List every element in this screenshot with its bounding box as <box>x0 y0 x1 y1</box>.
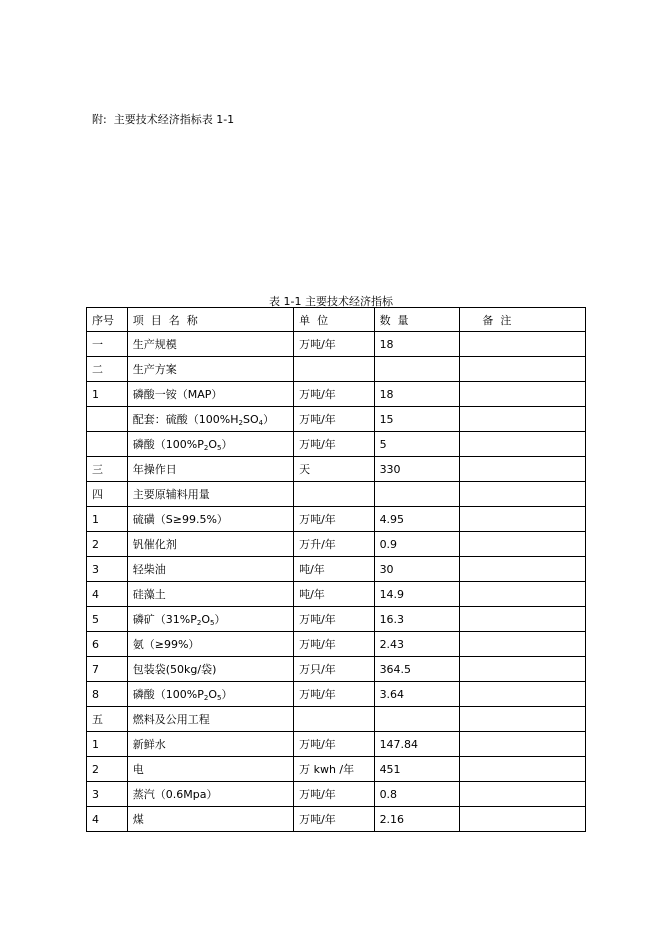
cell-quantity: 3.64 <box>374 682 460 707</box>
subscript: 4 <box>258 419 264 427</box>
cell-unit: 万升/年 <box>294 532 374 557</box>
column-header-no: 序号 <box>87 308 128 332</box>
cell-note <box>460 532 586 557</box>
cell-quantity: 0.8 <box>374 782 460 807</box>
table-row <box>87 582 586 607</box>
cell-name <box>127 407 293 432</box>
cell-name: 包装袋(50kg/袋) <box>127 657 293 682</box>
table-row <box>87 557 586 582</box>
cell-unit <box>294 482 374 507</box>
name-text: ） <box>263 413 275 426</box>
cell-quantity: 451 <box>374 757 460 782</box>
table-body <box>87 332 586 832</box>
name-text: O <box>208 688 217 701</box>
subscript: 5 <box>210 619 215 627</box>
cell-note <box>460 607 586 632</box>
name-text: O <box>201 613 210 626</box>
cell-name: 硫磺（S≥99.5%） <box>127 507 293 532</box>
cell-no: 1 <box>87 507 128 532</box>
cell-unit: 万吨/年 <box>294 382 374 407</box>
cell-no: 五 <box>87 707 128 732</box>
cell-name: 轻柴油 <box>127 557 293 582</box>
cell-unit: 万吨/年 <box>294 332 374 357</box>
cell-no: 四 <box>87 482 128 507</box>
table-row <box>87 757 586 782</box>
cell-no: 三 <box>87 457 128 482</box>
cell-note <box>460 432 586 457</box>
subscript: 2 <box>238 419 243 427</box>
cell-note <box>460 582 586 607</box>
cell-no: 4 <box>87 582 128 607</box>
cell-unit: 万吨/年 <box>294 607 374 632</box>
table-caption: 表 1-1 主要技术经济指标 <box>269 295 393 308</box>
cell-quantity: 2.43 <box>374 632 460 657</box>
table-row <box>87 682 586 707</box>
cell-note <box>460 682 586 707</box>
table-row <box>87 732 586 757</box>
subscript: 2 <box>203 444 209 452</box>
cell-no: 3 <box>87 557 128 582</box>
table-header-row <box>87 308 586 332</box>
cell-no: 一 <box>87 332 128 357</box>
name-text: ） <box>221 438 233 451</box>
table-row <box>87 482 586 507</box>
cell-name: 蒸汽（0.6Mpa） <box>127 782 293 807</box>
cell-note <box>460 757 586 782</box>
cell-no: 6 <box>87 632 128 657</box>
indicator-table <box>86 307 586 832</box>
cell-unit: 万 kwh /年 <box>294 757 374 782</box>
cell-no: 1 <box>87 382 128 407</box>
cell-unit <box>294 357 374 382</box>
cell-unit: 万吨/年 <box>294 632 374 657</box>
cell-no <box>87 407 128 432</box>
cell-note <box>460 357 586 382</box>
table-row <box>87 332 586 357</box>
cell-unit: 万只/年 <box>294 657 374 682</box>
cell-no: 2 <box>87 532 128 557</box>
cell-unit: 万吨/年 <box>294 782 374 807</box>
cell-name: 硅藻土 <box>127 582 293 607</box>
table-row <box>87 707 586 732</box>
cell-quantity: 18 <box>374 382 460 407</box>
table-row <box>87 657 586 682</box>
name-text: 磷酸（100%P <box>132 438 204 451</box>
cell-no: 二 <box>87 357 128 382</box>
subscript: 2 <box>196 619 202 627</box>
table-row <box>87 382 586 407</box>
cell-unit: 天 <box>294 457 374 482</box>
cell-name: 磷酸一铵（MAP） <box>127 382 293 407</box>
cell-quantity: 0.9 <box>374 532 460 557</box>
cell-no: 3 <box>87 782 128 807</box>
cell-note <box>460 507 586 532</box>
name-text: ） <box>214 613 226 626</box>
name-text: O <box>208 438 217 451</box>
cell-name: 燃料及公用工程 <box>127 707 293 732</box>
subscript: 5 <box>217 694 222 702</box>
cell-unit: 万吨/年 <box>294 807 374 832</box>
cell-note <box>460 557 586 582</box>
cell-quantity: 364.5 <box>374 657 460 682</box>
cell-unit: 万吨/年 <box>294 432 374 457</box>
cell-note <box>460 382 586 407</box>
cell-name <box>127 607 293 632</box>
table-row <box>87 507 586 532</box>
cell-quantity: 16.3 <box>374 607 460 632</box>
name-text: 配套：硫酸（100%H <box>132 413 239 426</box>
page-heading: 附: 主要技术经济指标表 1-1 <box>92 113 235 126</box>
cell-no: 5 <box>87 607 128 632</box>
cell-name: 主要原辅料用量 <box>127 482 293 507</box>
cell-no <box>87 432 128 457</box>
cell-quantity: 147.84 <box>374 732 460 757</box>
table-row <box>87 432 586 457</box>
table-row <box>87 357 586 382</box>
cell-no: 2 <box>87 757 128 782</box>
cell-unit: 万吨/年 <box>294 507 374 532</box>
table-row <box>87 607 586 632</box>
name-text: SO <box>242 413 259 426</box>
cell-note <box>460 807 586 832</box>
cell-no: 7 <box>87 657 128 682</box>
cell-note <box>460 732 586 757</box>
cell-quantity: 4.95 <box>374 507 460 532</box>
cell-name: 年操作日 <box>127 457 293 482</box>
cell-name <box>127 432 293 457</box>
cell-name: 新鲜水 <box>127 732 293 757</box>
table-row <box>87 407 586 432</box>
cell-no: 8 <box>87 682 128 707</box>
cell-unit: 万吨/年 <box>294 732 374 757</box>
table-row <box>87 532 586 557</box>
cell-unit: 万吨/年 <box>294 407 374 432</box>
name-text: 磷酸（100%P <box>132 688 204 701</box>
cell-quantity: 30 <box>374 557 460 582</box>
cell-unit: 万吨/年 <box>294 682 374 707</box>
cell-quantity: 330 <box>374 457 460 482</box>
cell-name <box>127 682 293 707</box>
cell-name: 生产方案 <box>127 357 293 382</box>
subscript: 5 <box>217 444 222 452</box>
cell-name: 生产规模 <box>127 332 293 357</box>
cell-quantity: 18 <box>374 332 460 357</box>
column-header-unit: 单 位 <box>294 308 374 332</box>
table-row <box>87 807 586 832</box>
cell-name: 氨（≥99%） <box>127 632 293 657</box>
column-header-note: 备 注 <box>460 308 586 332</box>
cell-unit: 吨/年 <box>294 557 374 582</box>
cell-note <box>460 407 586 432</box>
cell-quantity <box>374 707 460 732</box>
column-header-name: 项 目 名 称 <box>127 308 293 332</box>
cell-quantity <box>374 482 460 507</box>
table-row <box>87 782 586 807</box>
table-row <box>87 457 586 482</box>
table-row <box>87 632 586 657</box>
cell-note <box>460 457 586 482</box>
name-text: ） <box>221 688 233 701</box>
cell-note <box>460 482 586 507</box>
cell-quantity: 5 <box>374 432 460 457</box>
cell-quantity: 14.9 <box>374 582 460 607</box>
cell-note <box>460 332 586 357</box>
subscript: 2 <box>203 694 209 702</box>
cell-quantity <box>374 357 460 382</box>
cell-no: 4 <box>87 807 128 832</box>
name-text: 磷矿（31%P <box>132 613 197 626</box>
cell-note <box>460 782 586 807</box>
cell-unit <box>294 707 374 732</box>
cell-name: 电 <box>127 757 293 782</box>
cell-note <box>460 707 586 732</box>
cell-name: 钒催化剂 <box>127 532 293 557</box>
column-header-quantity: 数 量 <box>374 308 460 332</box>
cell-note <box>460 632 586 657</box>
cell-unit: 吨/年 <box>294 582 374 607</box>
cell-quantity: 15 <box>374 407 460 432</box>
cell-no: 1 <box>87 732 128 757</box>
cell-name: 煤 <box>127 807 293 832</box>
cell-note <box>460 657 586 682</box>
cell-quantity: 2.16 <box>374 807 460 832</box>
